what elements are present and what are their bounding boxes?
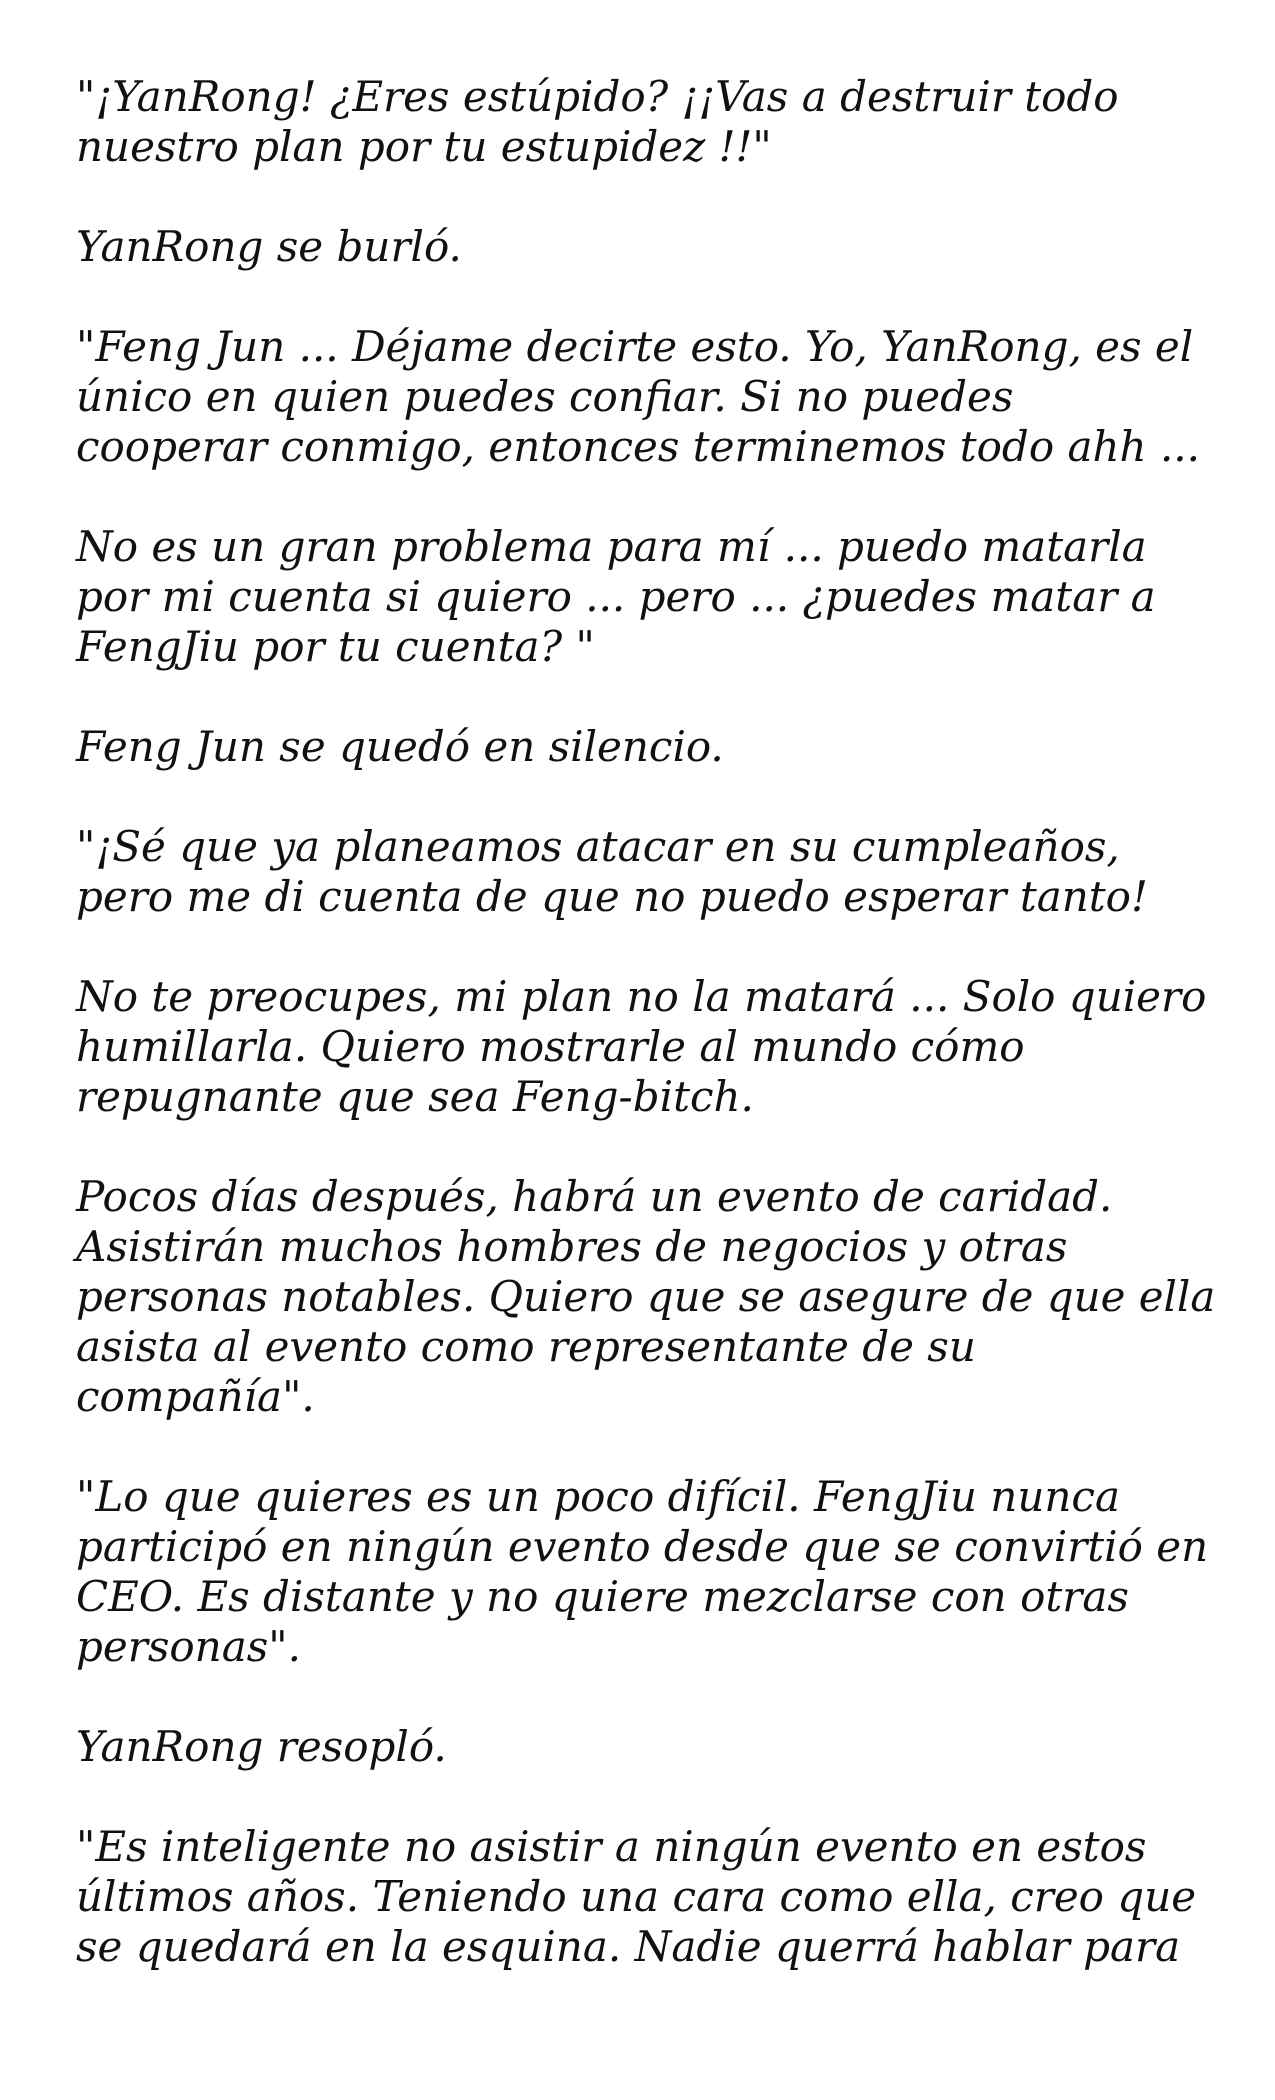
text-line: Asistirán muchos hombres de negocios y otras bbox=[76, 1222, 1068, 1271]
text-line: "Lo que quieres es un poco difícil. FengJiu nunca bbox=[76, 1472, 1120, 1521]
text-line: por mi cuenta si quiero ... pero ... ¿puedes matar a bbox=[76, 572, 1156, 621]
paragraph bbox=[76, 1822, 1215, 1972]
text-line: No es un gran problema para mí ... puedo matarla bbox=[76, 522, 1147, 571]
paragraph bbox=[76, 822, 1215, 922]
text-line: asista al evento como representante de su bbox=[76, 1322, 976, 1371]
text-line: participó en ningún evento desde que se convirtió en bbox=[76, 1522, 1209, 1571]
text-line: últimos años. Teniendo una cara como ella, creo que bbox=[76, 1872, 1197, 1921]
paragraph bbox=[76, 1472, 1215, 1672]
text-line: "Feng Jun ... Déjame decirte esto. Yo, YanRong, es el bbox=[76, 322, 1194, 371]
text-line: personas notables. Quiero que se asegure de que ella bbox=[76, 1272, 1216, 1321]
text-line: "Es inteligente no asistir a ningún evento en estos bbox=[76, 1822, 1147, 1871]
paragraph bbox=[76, 222, 1215, 272]
paragraph bbox=[76, 722, 1215, 772]
text-line: "¡YanRong! ¿Eres estúpido? ¡¡Vas a destruir todo bbox=[76, 72, 1119, 121]
text-line: No te preocupes, mi plan no la matará ... Solo quiero bbox=[76, 972, 1207, 1021]
text-line: se quedará en la esquina. Nadie querrá hablar para bbox=[76, 1922, 1181, 1971]
paragraph bbox=[76, 72, 1215, 172]
text-line: compañía". bbox=[76, 1372, 315, 1421]
text-line: repugnante que sea Feng-bitch. bbox=[76, 1072, 754, 1121]
text-line: personas". bbox=[76, 1622, 301, 1671]
paragraph bbox=[76, 1172, 1215, 1422]
text-line: nuestro plan por tu estupidez !!" bbox=[76, 122, 772, 171]
text-line: CEO. Es distante y no quiere mezclarse con otras bbox=[76, 1572, 1129, 1621]
text-line: YanRong se burló. bbox=[76, 222, 462, 271]
paragraph bbox=[76, 522, 1215, 672]
paragraph bbox=[76, 972, 1215, 1122]
text-line: FengJiu por tu cuenta? " bbox=[76, 622, 595, 671]
paragraph bbox=[76, 1722, 1215, 1772]
text-line: cooperar conmigo, entonces terminemos todo ahh ... bbox=[76, 422, 1200, 471]
text-line: humillarla. Quiero mostrarle al mundo cómo bbox=[76, 1022, 1025, 1071]
text-line: Feng Jun se quedó en silencio. bbox=[76, 722, 724, 771]
text-line: único en quien puedes confiar. Si no puedes bbox=[76, 372, 1014, 421]
text-line: YanRong resopló. bbox=[76, 1722, 447, 1771]
text-line: "¡Sé que ya planeamos atacar en su cumpleaños, bbox=[76, 822, 1120, 871]
text-line: pero me di cuenta de que no puedo esperar tanto! bbox=[76, 872, 1148, 921]
text-line: Pocos días después, habrá un evento de caridad. bbox=[76, 1172, 1113, 1221]
paragraph bbox=[76, 322, 1215, 472]
